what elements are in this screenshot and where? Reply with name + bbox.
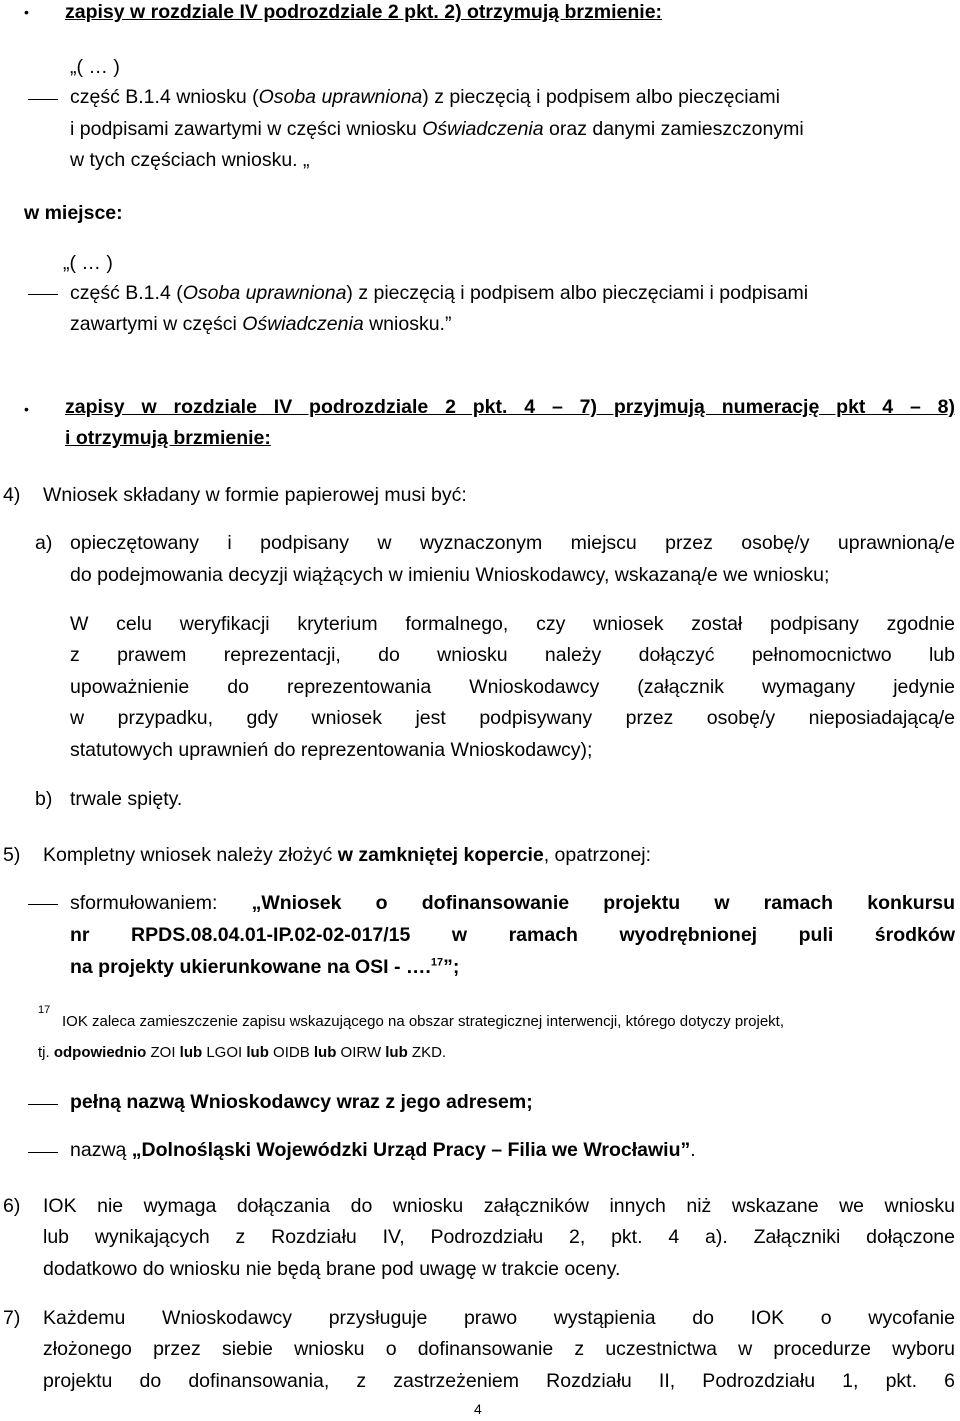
quote-open: „( … ) — [70, 56, 120, 78]
new-text-line: część B.1.4 (Osoba uprawniona) z pieczęcią i podpisem albo pieczęciami i podpisami — [70, 282, 809, 304]
old-text-line: w tych częściach wniosku. „ — [70, 149, 310, 171]
envelope-label-text: nr RPDS.08.04.01-IP.02-02-017/15 w ramach wyodrębnionej puli środków — [70, 924, 955, 946]
item-number: 4) — [3, 484, 21, 506]
note-text: W celu weryfikacji kryterium formalnego, czy wniosek został podpisany zgodnie — [70, 613, 955, 635]
item-text: Każdemu Wnioskodawcy przysługuje prawo wystąpienia do IOK o wycofanie — [43, 1307, 955, 1329]
item-number: 5) — [3, 844, 21, 866]
subitem-label: a) — [35, 532, 53, 554]
envelope-label-text: na projekty ukierunkowane na OSI - ….$^{17}$”; — [70, 956, 460, 978]
section-heading: i otrzymują brzmienie: — [65, 427, 271, 449]
item-text: lub wynikających z Rozdziału IV, Podrozdziału 2, pkt. 4 a). Załączniki dołączone — [43, 1226, 955, 1248]
subitem-label: b) — [35, 788, 53, 810]
envelope-label-text: pełną nazwą Wnioskodawcy wraz z jego adresem; — [70, 1091, 533, 1113]
footnote-ref: 17 — [430, 956, 444, 969]
bullet-icon: • — [24, 4, 29, 20]
dash-icon — [28, 294, 58, 295]
item-text: projektu do dofinansowania, z zastrzeżeniem Rozdziału II, Podrozdziału 1, pkt. 6 — [43, 1370, 955, 1392]
note-text: upoważnienie do reprezentowania Wnioskodawcy (załącznik wymagany jedynie — [70, 676, 955, 698]
section-heading: zapisy w rozdziale IV podrozdziale 2 pkt. 2) otrzymują brzmienie: — [65, 1, 663, 23]
dash-icon — [28, 1152, 58, 1153]
item-text: dodatkowo do wniosku nie będą brane pod uwagę w trakcie oceny. — [43, 1258, 621, 1280]
item-text: złożonego przez siebie wniosku o dofinansowanie z uczestnictwa w procedurze wyboru — [43, 1338, 955, 1360]
subitem-text: trwale spięty. — [70, 788, 183, 810]
section-heading: zapisy w rozdziale IV podrozdziale 2 pkt. 4 – 7) przyjmują numerację pkt 4 – 8) — [65, 396, 955, 418]
item-number: 6) — [3, 1195, 21, 1217]
subitem-text: opieczętowany i podpisany w wyznaczonym miejscu przez osobę/y uprawnioną/e — [70, 532, 955, 554]
subitem-text: do podejmowania decyzji wiążących w imieniu Wnioskodawcy, wskazaną/e we wniosku; — [70, 564, 830, 586]
dash-icon — [28, 1104, 58, 1105]
old-text-line: i podpisami zawartymi w części wniosku Oświadczenia oraz danymi zamieszczonymi — [70, 118, 804, 140]
item-number: 7) — [3, 1307, 21, 1329]
bullet-icon: • — [24, 401, 29, 417]
instead-label: w miejsce: — [24, 202, 123, 224]
footnote-text: tj. odpowiednio ZOI lub LGOI lub OIDB lub OIRW lub ZKD. — [38, 1044, 447, 1061]
item-text: Wniosek składany w formie papierowej musi być: — [43, 484, 467, 506]
envelope-label-text: nazwą „Dolnośląski Wojewódzki Urząd Pracy – Filia we Wrocławiu”. — [70, 1139, 696, 1161]
page-number: 4 — [474, 1401, 482, 1417]
note-text: w przypadku, gdy wniosek jest podpisywany przez osobę/y nieposiadającą/e — [70, 707, 955, 729]
footnote-text: IOK zaleca zamieszczenie zapisu wskazującego na obszar strategicznej interwencji, którego dotyczy projekt, — [62, 1013, 785, 1030]
old-text-line: część B.1.4 wniosku (Osoba uprawniona) z pieczęcią i podpisem albo pieczęciami — [70, 86, 780, 108]
note-text: statutowych uprawnień do reprezentowania Wnioskodawcy); — [70, 739, 593, 761]
dash-icon — [28, 904, 58, 905]
note-text: z prawem reprezentacji, do wniosku należy dołączyć pełnomocnictwo lub — [70, 644, 955, 666]
quote-open: „( … ) — [63, 252, 113, 274]
footnote-number: 17 — [38, 1004, 51, 1016]
envelope-label-text: sformułowaniem: „Wniosek o dofinansowanie projektu w ramach konkursu — [70, 892, 955, 914]
item-text: Kompletny wniosek należy złożyć w zamkniętej kopercie, opatrzonej: — [43, 844, 652, 866]
item-text: IOK nie wymaga dołączania do wniosku załączników innych niż wskazane we wniosku — [43, 1195, 955, 1217]
dash-icon — [28, 99, 58, 100]
new-text-line: zawartymi w części Oświadczenia wniosku.” — [70, 313, 452, 335]
